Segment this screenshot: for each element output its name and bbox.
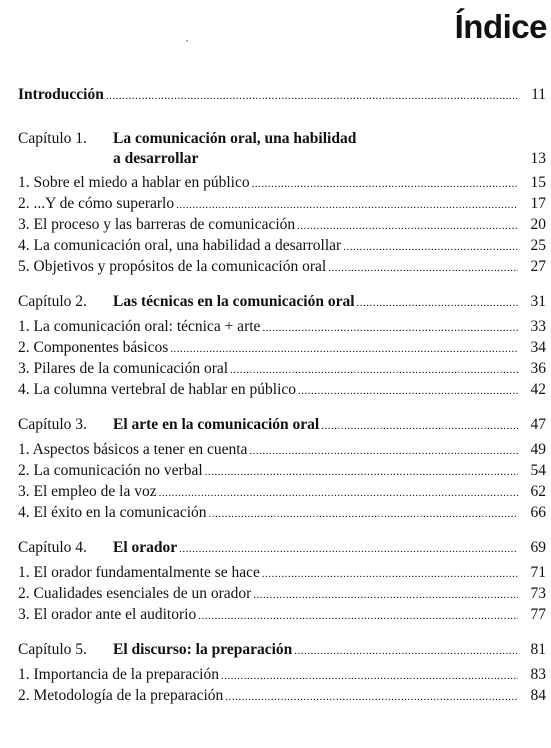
chapter-prefix: Capítulo 5. [18, 641, 87, 658]
page-number: 11 [531, 86, 546, 103]
section-label: La comunicación oral, una habilidad a desarrollar [33, 237, 342, 254]
section-entry[interactable]: 3. El orador ante el auditorio ..... 77 [18, 605, 546, 626]
leader-dots [159, 483, 518, 503]
section-entry[interactable]: 3. Pilares de la comunicación oral ..... 36 [18, 359, 546, 380]
page-title: Índice [454, 8, 547, 45]
chapter-heading[interactable] [18, 415, 546, 436]
scan-speck [186, 40, 188, 42]
page-number: 54 [530, 462, 546, 479]
chapter-title-line2: a desarrollar [113, 150, 199, 167]
chapter-5 [18, 640, 546, 707]
leader-dots [253, 585, 518, 605]
leader-dots [328, 258, 518, 278]
leader-dots [249, 441, 518, 461]
leader-dots [106, 86, 518, 106]
leader-dots [321, 416, 518, 436]
page-number: 17 [530, 195, 546, 212]
chapter-title: Las técnicas en la comunicación oral [113, 293, 355, 310]
leader-dots [198, 606, 518, 626]
section-entry[interactable]: 2. La comunicación no verbal ..... 54 [18, 461, 546, 482]
leader-dots [294, 641, 518, 661]
chapter-title: El arte en la comunicación oral [113, 416, 320, 433]
page-number: 62 [530, 483, 546, 500]
page-number: 66 [530, 504, 546, 521]
section-entry[interactable]: 4. La comunicación oral, una habilidad a desarrollar ..... 25 [18, 236, 546, 257]
chapter-heading[interactable] [18, 640, 546, 661]
section-label: La columna vertebral de hablar en público [33, 381, 297, 398]
chapter-title: La comunicación oral, una habilidad [113, 130, 357, 147]
section-label: El proceso y las barreras de comunicación [33, 216, 296, 233]
leader-dots [225, 687, 518, 707]
intro-label: Introducción [18, 86, 104, 103]
section-label: Aspectos básicos a tener en cuenta [32, 441, 248, 458]
leader-dots [252, 174, 518, 194]
section-entry[interactable]: 5. Objetivos y propósitos de la comunicación oral ..... 27 [18, 257, 546, 278]
section-entry[interactable]: 1. La comunicación oral: técnica + arte ..... 33 [18, 317, 546, 338]
chapter-prefix: Capítulo 3. [18, 416, 87, 433]
section-entry[interactable]: 1. Sobre el miedo a hablar en público ..... 15 [18, 173, 546, 194]
page-number: 15 [530, 174, 546, 191]
chapter-prefix: Capítulo 1. [18, 130, 87, 147]
page-number: 13 [530, 150, 546, 167]
page-number: 25 [530, 237, 546, 254]
chapter-heading-continued[interactable] [18, 149, 546, 169]
section-entry[interactable]: 3. El proceso y las barreras de comunicación ..... 20 [18, 215, 546, 236]
page-number: 83 [530, 666, 546, 683]
chapter-4 [18, 538, 546, 626]
toc-entry-intro[interactable] [18, 85, 546, 106]
section-label: El orador ante el auditorio [33, 606, 197, 623]
section-entry[interactable]: 2. Metodología de la preparación ..... 84 [18, 686, 546, 707]
section-entry[interactable]: 2. ...Y de cómo superarlo ..... 17 [18, 194, 546, 215]
page-number: 84 [530, 687, 546, 704]
page-number: 36 [530, 360, 546, 377]
leader-dots [343, 237, 518, 257]
leader-dots [170, 339, 518, 359]
page-number: 34 [530, 339, 546, 356]
page-number: 81 [530, 641, 546, 658]
chapter-prefix: Capítulo 2. [18, 293, 87, 310]
page-number: 31 [530, 293, 546, 310]
section-entry[interactable]: 3. El empleo de la voz ..... 62 [18, 482, 546, 503]
chapter-title: El discurso: la preparación [113, 641, 293, 658]
section-label: La comunicación no verbal [33, 462, 203, 479]
section-label: El éxito en la comunicación [33, 504, 207, 521]
section-label: El orador fundamentalmente se hace [33, 564, 260, 581]
leader-dots [357, 293, 518, 313]
section-label: El empleo de la voz [33, 483, 157, 500]
leader-dots [297, 216, 518, 236]
leader-dots [230, 360, 518, 380]
leader-dots [298, 381, 518, 401]
section-label: Pilares de la comunicación oral [33, 360, 229, 377]
section-label: Importancia de la preparación [33, 666, 219, 683]
page-number: 73 [530, 585, 546, 602]
page-number: 27 [530, 258, 546, 275]
section-entry[interactable]: 4. La columna vertebral de hablar en público ..... 42 [18, 380, 546, 401]
chapter-heading[interactable] [18, 538, 546, 559]
section-entry[interactable]: 2. Cualidades esenciales de un orador ..... 73 [18, 584, 546, 605]
chapter-2 [18, 292, 546, 401]
chapter-prefix: Capítulo 4. [18, 539, 87, 556]
section-entry[interactable]: 4. El éxito en la comunicación ..... 66 [18, 503, 546, 524]
section-label: Componentes básicos [33, 339, 169, 356]
leader-dots [176, 195, 518, 215]
section-entry[interactable]: 1. Aspectos básicos a tener en cuenta ..... 49 [18, 440, 546, 461]
section-label: Sobre el miedo a hablar en público [33, 174, 250, 191]
leader-dots [221, 666, 518, 686]
page-number: 47 [530, 416, 546, 433]
section-label: Objetivos y propósitos de la comunicación oral [33, 258, 327, 275]
page-number: 20 [530, 216, 546, 233]
leader-dots [205, 462, 518, 482]
chapter-heading[interactable] [18, 292, 546, 313]
page-number: 77 [530, 606, 546, 623]
section-label: Cualidades esenciales de un orador [33, 585, 252, 602]
section-label: La comunicación oral: técnica + arte [33, 318, 261, 335]
section-entry[interactable]: 2. Componentes básicos ..... 34 [18, 338, 546, 359]
chapter-3 [18, 415, 546, 524]
leader-dots [209, 504, 518, 524]
section-label: Metodología de la preparación [33, 687, 224, 704]
chapter-heading[interactable] [18, 129, 546, 149]
section-entry[interactable]: 1. El orador fundamentalmente se hace ..... 71 [18, 563, 546, 584]
page-number: 69 [530, 539, 546, 556]
leader-dots [262, 564, 518, 584]
table-of-contents [18, 85, 546, 707]
page-number: 42 [530, 381, 546, 398]
section-entry[interactable]: 1. Importancia de la preparación ..... 83 [18, 665, 546, 686]
page-number: 49 [530, 441, 546, 458]
chapter-1 [18, 129, 546, 278]
chapter-title: El orador [113, 539, 178, 556]
leader-dots [262, 318, 518, 338]
page-number: 33 [530, 318, 546, 335]
leader-dots [179, 539, 518, 559]
page-number: 71 [530, 564, 546, 581]
section-label: ...Y de cómo superarlo [33, 195, 175, 212]
